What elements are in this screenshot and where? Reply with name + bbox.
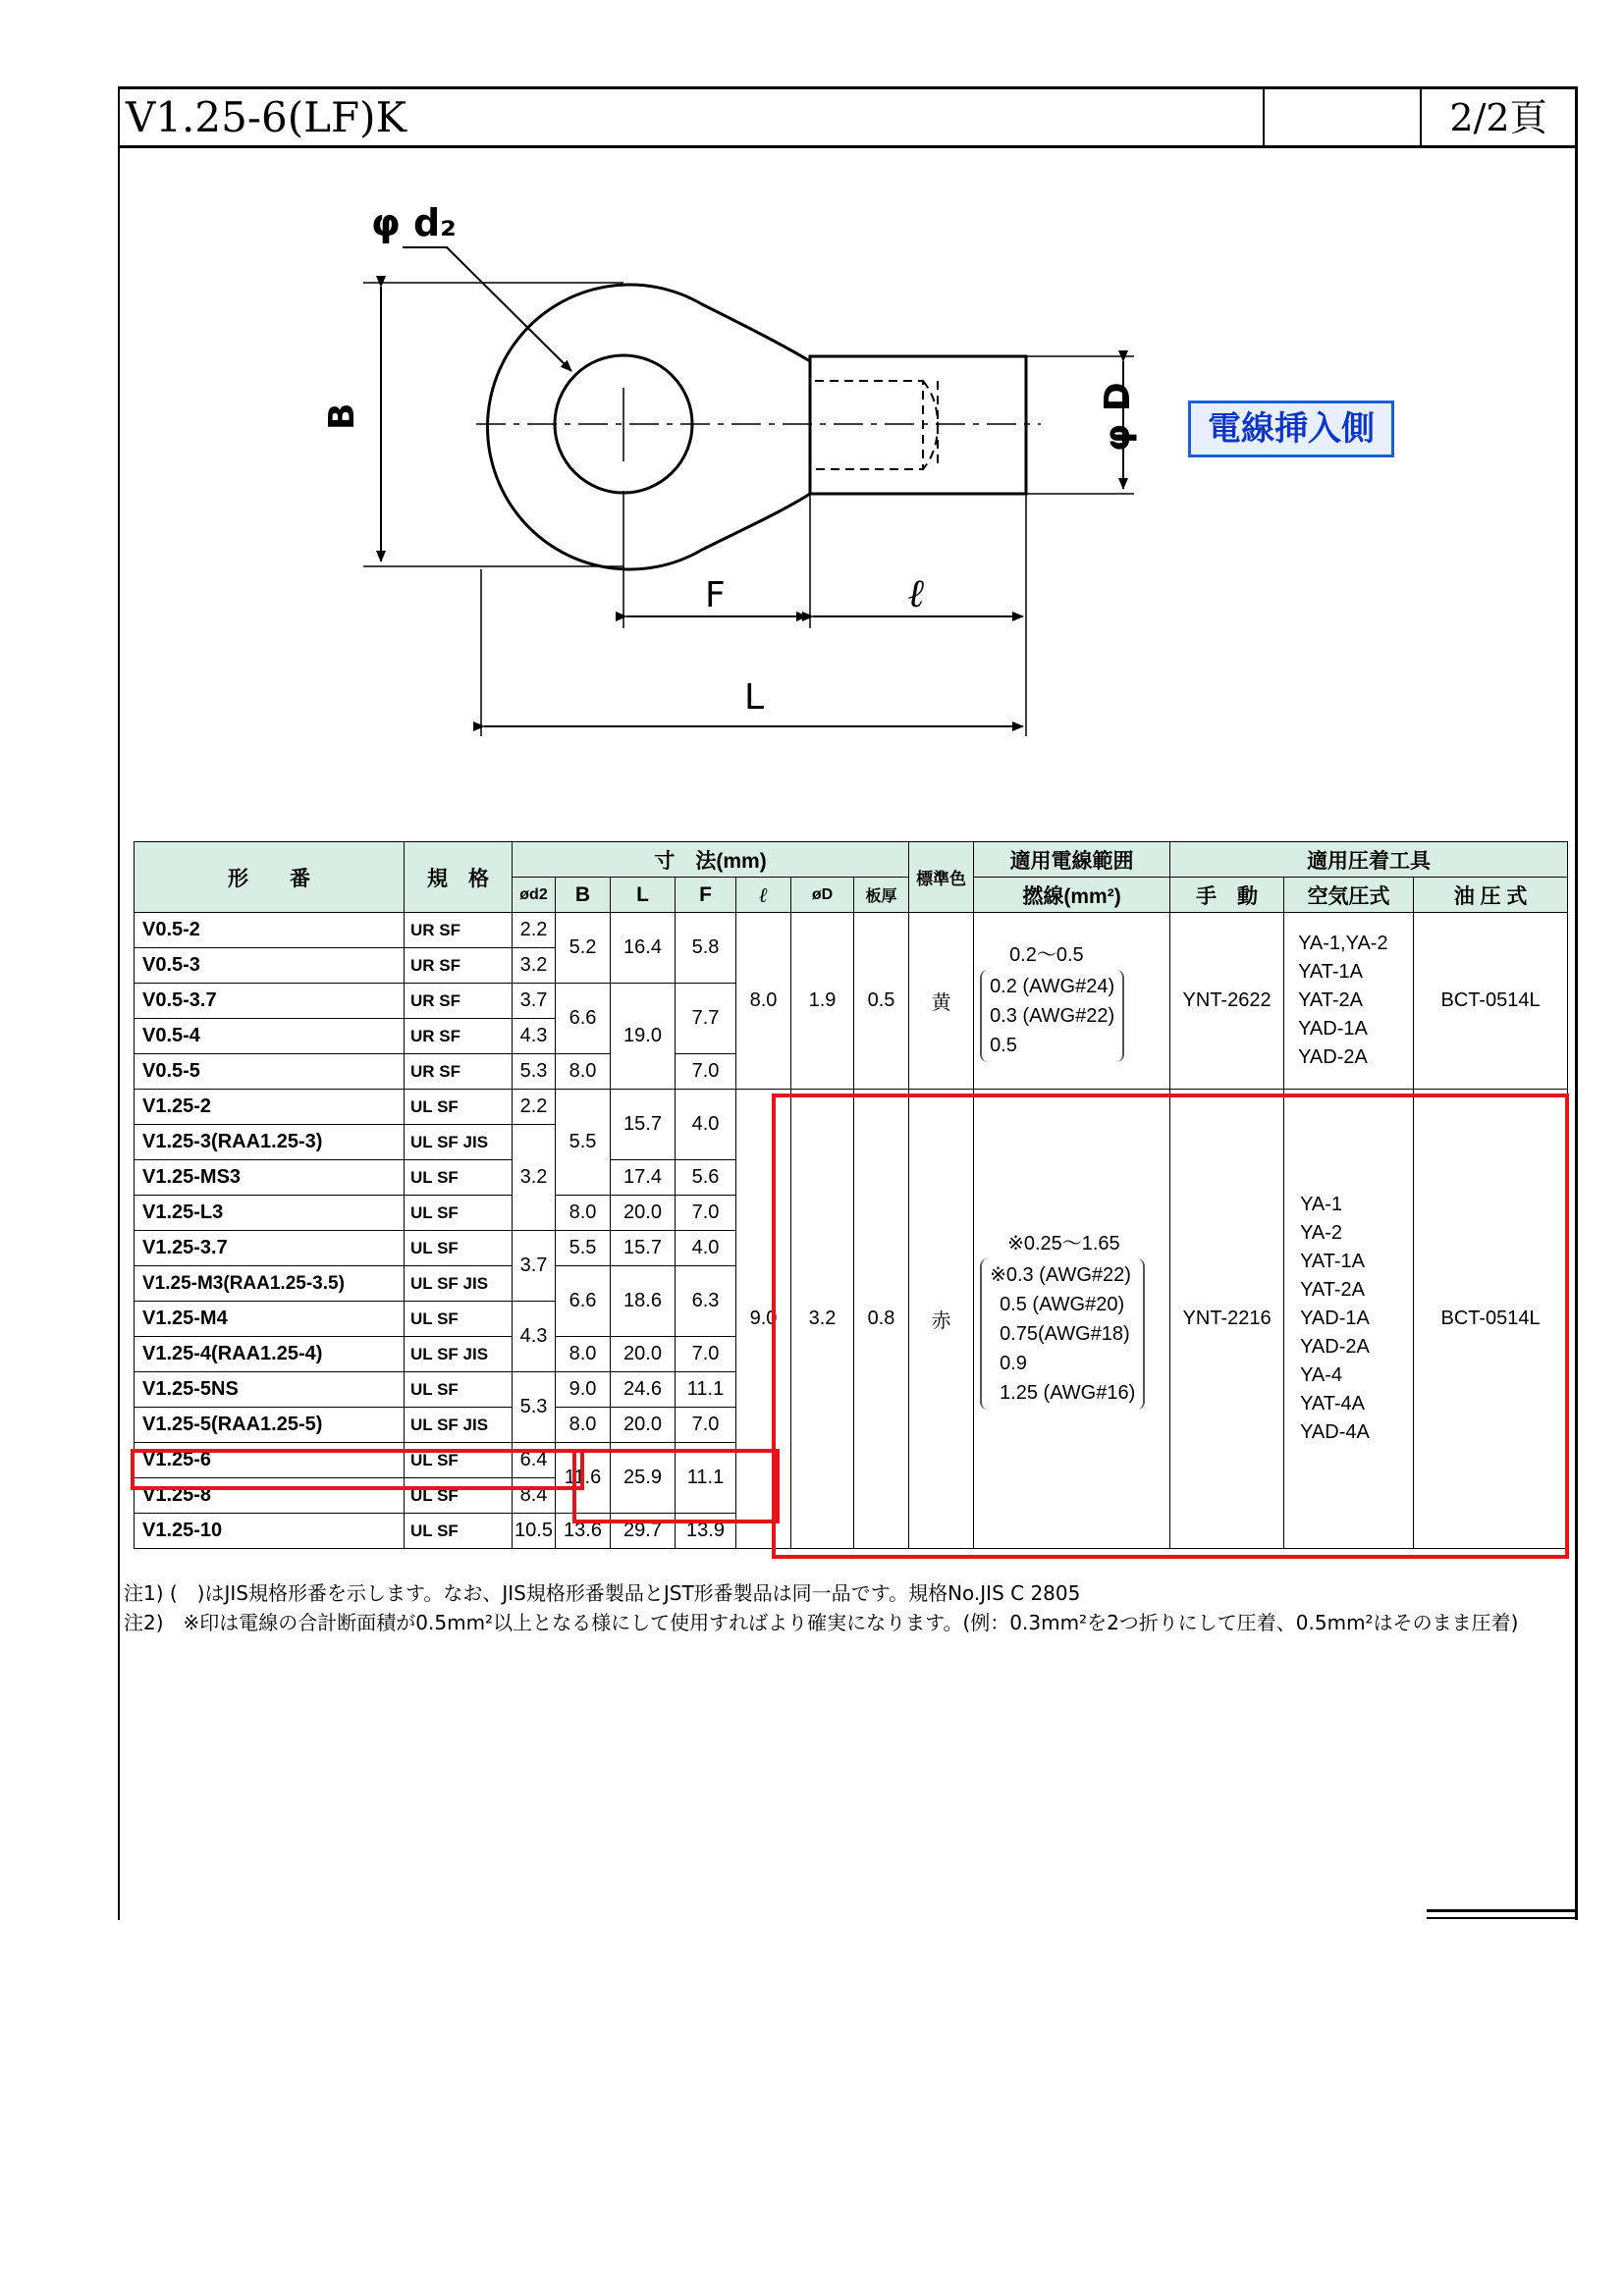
cert-marks xyxy=(405,1372,513,1408)
tool-item: YA-1,YA-2 xyxy=(1298,933,1388,954)
B-cell: 13.6 xyxy=(556,1514,611,1549)
d2-cell: 3.7 xyxy=(513,984,556,1019)
B-cell: 9.0 xyxy=(556,1372,611,1408)
model-cell: V0.5-4 xyxy=(135,1019,405,1054)
label-phi-D: φ D xyxy=(1098,382,1138,452)
model-cell: V1.25-2 xyxy=(135,1090,405,1125)
header-L: L xyxy=(611,878,676,913)
cert-text: UL SF xyxy=(410,1097,459,1116)
model-cell: V0.5-3.7 xyxy=(135,984,405,1019)
cert-marks xyxy=(405,1266,513,1302)
table-row xyxy=(135,1090,1568,1125)
header-model: 形 番 xyxy=(135,842,405,913)
cert-marks xyxy=(405,1125,513,1160)
L-cell: 20.0 xyxy=(611,1337,676,1372)
model-cell: V1.25-3.7 xyxy=(135,1231,405,1266)
d2-cell: 6.4 xyxy=(513,1443,556,1478)
tool-item: YAT-2A xyxy=(1298,989,1364,1011)
header-l: ℓ xyxy=(736,878,791,913)
note-2: 注2) ※印は電線の合計断面積が0.5mm²以上となる様にして使用すればより確実になります。(例：0.3mm²を2つ折りにして圧着、0.5mm²はそのまま圧着) xyxy=(124,1611,1519,1634)
spec-table xyxy=(134,841,1568,1549)
cert-marks xyxy=(405,984,513,1019)
B-cell: 5.5 xyxy=(556,1231,611,1266)
D-cell: 1.9 xyxy=(791,913,854,1090)
L-cell: 16.4 xyxy=(611,913,676,984)
d2-cell: 10.5 xyxy=(513,1514,556,1549)
wire-item: ※0.3 (AWG#22) xyxy=(990,1263,1131,1286)
d2-cell: 5.3 xyxy=(513,1372,556,1443)
F-cell: 5.6 xyxy=(676,1160,736,1196)
cert-marks xyxy=(405,1408,513,1443)
B-cell: 5.2 xyxy=(556,913,611,984)
header-D: øD xyxy=(791,878,854,913)
model-cell: V0.5-5 xyxy=(135,1054,405,1090)
wire-item: 0.3 (AWG#22) xyxy=(990,1004,1115,1027)
wire-item: 0.2 (AWG#24) xyxy=(990,975,1115,997)
wire-item: 0.75(AWG#18) xyxy=(1000,1322,1130,1345)
B-cell: 6.6 xyxy=(556,984,611,1054)
B-cell: 11.6 xyxy=(556,1443,611,1514)
cert-marks xyxy=(405,1337,513,1372)
label-F: F xyxy=(705,575,726,615)
L-cell: 24.6 xyxy=(611,1372,676,1408)
tool-item: YAD-2A xyxy=(1300,1336,1370,1358)
model-cell: V0.5-2 xyxy=(135,913,405,948)
wire-item: 0.9 xyxy=(1000,1352,1027,1374)
L-cell: 17.4 xyxy=(611,1160,676,1196)
model-cell: V1.25-10 xyxy=(135,1514,405,1549)
L-cell: 18.6 xyxy=(611,1266,676,1337)
B-cell: 8.0 xyxy=(556,1054,611,1090)
cert-marks xyxy=(405,1019,513,1054)
page-number: 2/2頁 xyxy=(1449,96,1547,139)
cert-marks xyxy=(405,1160,513,1196)
color-cell: 黄 xyxy=(909,913,974,1090)
D-cell: 3.2 xyxy=(791,1090,854,1549)
l-cell: 9.0 xyxy=(736,1090,791,1549)
label-l: ℓ xyxy=(908,570,926,616)
frame-top xyxy=(118,86,1578,89)
barrel-inner xyxy=(815,381,938,469)
barrel xyxy=(810,356,1026,494)
wire-list xyxy=(980,1258,1145,1410)
model-cell: V1.25-3(RAA1.25-3) xyxy=(135,1125,405,1160)
L-cell: 25.9 xyxy=(611,1443,676,1514)
model-cell: V1.25-8 xyxy=(135,1478,405,1514)
label-B: B xyxy=(322,402,362,430)
header-tools: 適用圧着工具 xyxy=(1170,842,1568,878)
d2-cell: 2.2 xyxy=(513,1090,556,1125)
L-cell: 29.7 xyxy=(611,1514,676,1549)
wire-range-cell xyxy=(974,1090,1170,1549)
header-d2: ød2 xyxy=(513,878,556,913)
footer-rule xyxy=(1427,1917,1578,1919)
header-thickness: 板厚 xyxy=(854,878,909,913)
wire-list xyxy=(980,970,1124,1062)
F-cell: 7.0 xyxy=(676,1196,736,1231)
L-cell: 20.0 xyxy=(611,1196,676,1231)
model-cell: V1.25-MS3 xyxy=(135,1160,405,1196)
cert-marks xyxy=(405,1302,513,1337)
cert-text: UL SF xyxy=(410,1522,459,1540)
frame-right xyxy=(1575,86,1578,1920)
d2-cell: 3.2 xyxy=(513,1125,556,1231)
F-cell: 7.7 xyxy=(676,984,736,1054)
cert-text: UR SF xyxy=(410,921,460,939)
cert-text: UL SF xyxy=(410,1168,459,1187)
cert-text: UL SF JIS xyxy=(410,1345,489,1363)
tool-item: YAT-2A xyxy=(1300,1279,1366,1301)
cert-text: UR SF xyxy=(410,1062,460,1081)
d2-cell: 8.4 xyxy=(513,1478,556,1514)
model-cell: V1.25-M4 xyxy=(135,1302,405,1337)
header-stranded: 撚線(mm²) xyxy=(974,878,1170,913)
header-standard: 規 格 xyxy=(405,842,513,913)
hydraulic-tool-cell: BCT-0514L xyxy=(1414,913,1568,1090)
cert-marks xyxy=(405,1231,513,1266)
model-cell: V1.25-5(RAA1.25-5) xyxy=(135,1408,405,1443)
F-cell: 5.8 xyxy=(676,913,736,984)
F-cell: 4.0 xyxy=(676,1090,736,1160)
terminal-diagram xyxy=(314,196,1138,746)
header-wire-range: 適用電線範囲 xyxy=(974,842,1170,878)
cert-marks xyxy=(405,948,513,984)
manual-tool-cell: YNT-2216 xyxy=(1170,1090,1284,1549)
cert-text: UL SF JIS xyxy=(410,1274,489,1293)
F-cell: 13.9 xyxy=(676,1514,736,1549)
tool-item: YAD-1A xyxy=(1300,1308,1370,1329)
frame-left xyxy=(118,86,120,1920)
cert-text: UL SF xyxy=(410,1203,459,1222)
header-divider xyxy=(1263,86,1265,147)
wire-insertion-side-label: 電線挿入側 xyxy=(1188,400,1394,457)
document-title: V1.25-6(LF)K xyxy=(126,93,406,141)
header-B: B xyxy=(556,878,611,913)
model-cell: V1.25-L3 xyxy=(135,1196,405,1231)
pneumatic-tool-cell xyxy=(1284,913,1414,1090)
tool-item: YAD-4A xyxy=(1300,1421,1370,1443)
cert-text: UR SF xyxy=(410,1027,460,1045)
tool-item: YA-4 xyxy=(1300,1364,1343,1386)
tool-item: YAT-1A xyxy=(1298,961,1364,983)
tool-item: YAT-4A xyxy=(1300,1393,1366,1415)
manual-tool-cell: YNT-2622 xyxy=(1170,913,1284,1090)
tool-item: YAD-1A xyxy=(1298,1018,1368,1040)
F-cell: 7.0 xyxy=(676,1337,736,1372)
F-cell: 7.0 xyxy=(676,1054,736,1090)
B-cell: 5.5 xyxy=(556,1090,611,1196)
F-cell: 4.0 xyxy=(676,1231,736,1266)
cert-marks xyxy=(405,1478,513,1514)
F-cell: 11.1 xyxy=(676,1372,736,1408)
tool-item: YAT-1A xyxy=(1300,1251,1366,1272)
d2-cell: 3.7 xyxy=(513,1231,556,1302)
B-cell: 6.6 xyxy=(556,1266,611,1337)
wire-item: 0.5 (AWG#20) xyxy=(1000,1293,1125,1315)
cert-marks xyxy=(405,1054,513,1090)
l-cell: 8.0 xyxy=(736,913,791,1090)
header-pneumatic: 空気圧式 xyxy=(1284,878,1414,913)
d2-cell: 2.2 xyxy=(513,913,556,948)
model-cell: V1.25-6 xyxy=(135,1443,405,1478)
cert-text: UL SF JIS xyxy=(410,1133,489,1151)
cert-text: UL SF xyxy=(410,1309,459,1328)
model-cell: V0.5-3 xyxy=(135,948,405,984)
cert-marks xyxy=(405,1443,513,1478)
model-cell: V1.25-5NS xyxy=(135,1372,405,1408)
L-cell: 15.7 xyxy=(611,1231,676,1266)
cert-marks xyxy=(405,1196,513,1231)
cert-text: UL SF JIS xyxy=(410,1415,489,1434)
wire-range-cell xyxy=(974,913,1170,1090)
tool-item: YAD-2A xyxy=(1298,1046,1368,1068)
table-row xyxy=(135,913,1568,948)
cert-marks xyxy=(405,1514,513,1549)
wire-title: ※0.25〜1.65 xyxy=(1007,1232,1120,1255)
header-dimensions: 寸 法(mm) xyxy=(513,842,909,878)
L-cell: 15.7 xyxy=(611,1090,676,1160)
F-cell: 11.1 xyxy=(676,1443,736,1514)
header-color: 標準色 xyxy=(909,842,974,913)
cert-text: UR SF xyxy=(410,956,460,975)
note-1: 注1) ( )はJIS規格形番を示します。なお、JIS規格形番製品とJST形番製品は同一品です。規格No.JIS C 2805 xyxy=(124,1581,1081,1605)
pneumatic-tool-cell xyxy=(1284,1090,1414,1549)
F-cell: 7.0 xyxy=(676,1408,736,1443)
L-cell: 19.0 xyxy=(611,984,676,1090)
color-cell: 赤 xyxy=(909,1090,974,1549)
d2-cell: 5.3 xyxy=(513,1054,556,1090)
B-cell: 8.0 xyxy=(556,1196,611,1231)
d2-cell: 3.2 xyxy=(513,948,556,984)
thickness-cell: 0.8 xyxy=(854,1090,909,1549)
footer-rule xyxy=(1427,1909,1578,1912)
F-cell: 6.3 xyxy=(676,1266,736,1337)
wire-title: 0.2〜0.5 xyxy=(1009,943,1084,966)
d2-cell: 4.3 xyxy=(513,1302,556,1372)
tool-item: YA-1 xyxy=(1300,1194,1343,1215)
wire-item: 1.25 (AWG#16) xyxy=(1000,1381,1136,1404)
model-cell: V1.25-4(RAA1.25-4) xyxy=(135,1337,405,1372)
cert-marks xyxy=(405,1090,513,1125)
cert-text: UL SF xyxy=(410,1380,459,1399)
header-manual: 手 動 xyxy=(1170,878,1284,913)
d2-cell: 4.3 xyxy=(513,1019,556,1054)
L-cell: 20.0 xyxy=(611,1408,676,1443)
thickness-cell: 0.5 xyxy=(854,913,909,1090)
header-bottom-rule xyxy=(118,145,1578,148)
wire-item: 0.5 xyxy=(990,1034,1017,1056)
cert-marks xyxy=(405,913,513,948)
cert-text: UR SF xyxy=(410,991,460,1010)
B-cell: 8.0 xyxy=(556,1408,611,1443)
label-d2: φ d₂ xyxy=(371,201,457,244)
cert-text: UL SF xyxy=(410,1451,459,1469)
label-L: L xyxy=(744,677,765,718)
header-F: F xyxy=(676,878,736,913)
model-cell: V1.25-M3(RAA1.25-3.5) xyxy=(135,1266,405,1302)
header-hydraulic: 油 圧 式 xyxy=(1414,878,1568,913)
B-cell: 8.0 xyxy=(556,1337,611,1372)
tool-item: YA-2 xyxy=(1300,1222,1343,1244)
cert-text: UL SF xyxy=(410,1486,459,1505)
hydraulic-tool-cell: BCT-0514L xyxy=(1414,1090,1568,1549)
ring-outline xyxy=(488,285,810,569)
cert-text: UL SF xyxy=(410,1239,459,1257)
